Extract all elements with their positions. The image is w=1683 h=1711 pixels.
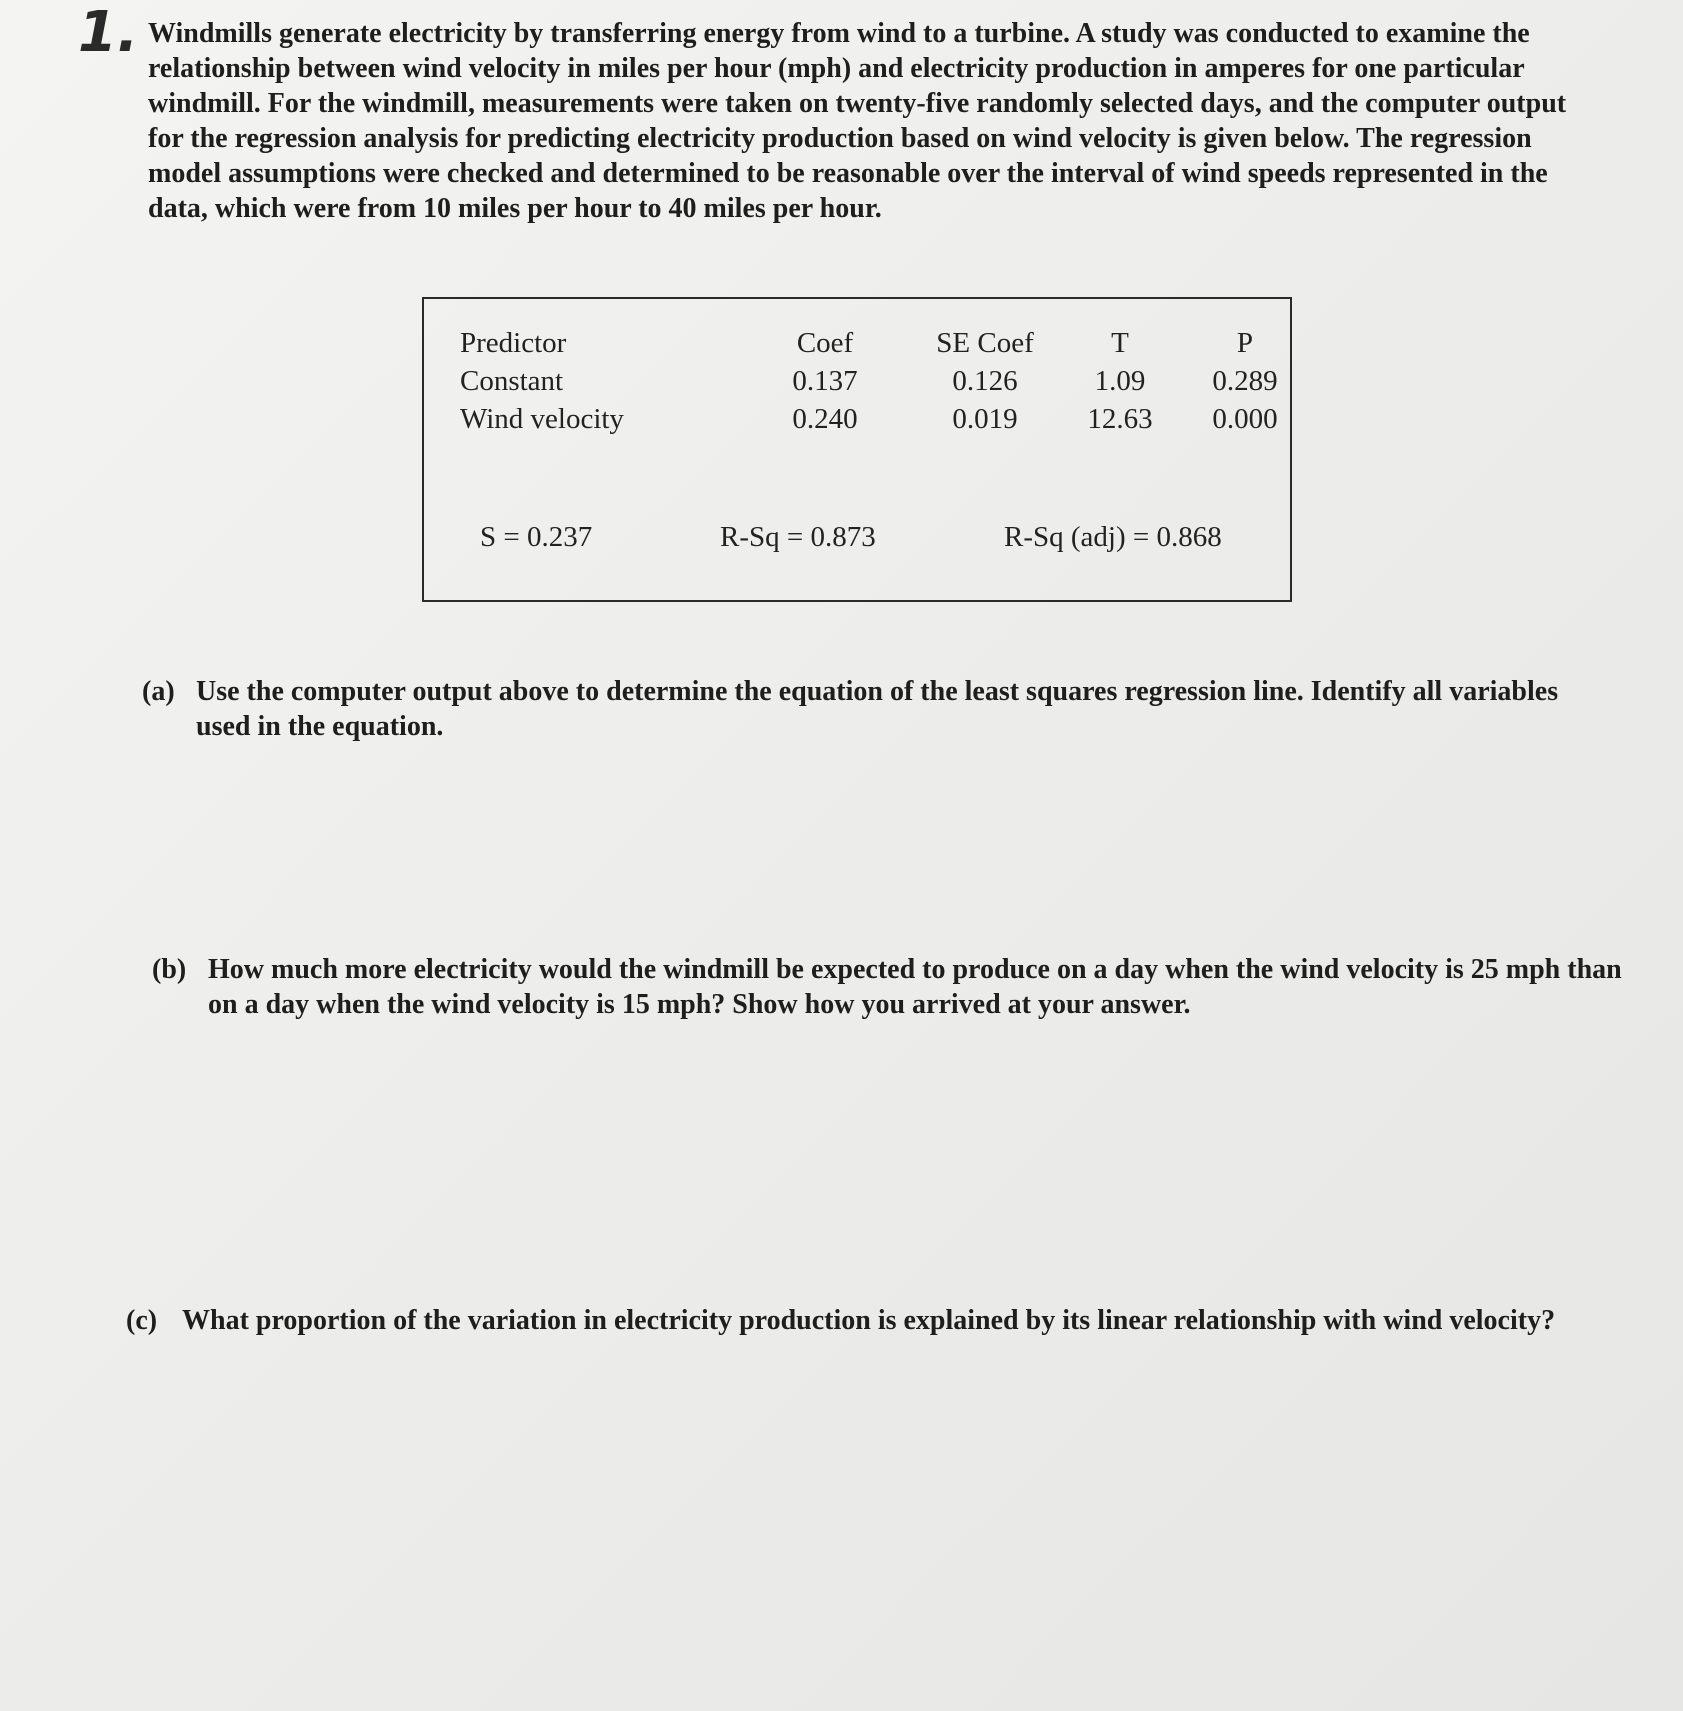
coef-value: 0.137 xyxy=(792,365,858,397)
se-coef-value: 0.126 xyxy=(952,365,1018,397)
se-coef-value: 0.019 xyxy=(952,403,1018,435)
regression-output-table xyxy=(422,297,1292,602)
p-value: 0.000 xyxy=(1212,403,1278,435)
header-se-coef: SE Coef xyxy=(936,327,1034,359)
part-a-label: (a) xyxy=(142,676,175,707)
part-c-label: (c) xyxy=(126,1305,158,1336)
question-number: 1. xyxy=(78,0,139,65)
part-a-text: Use the computer output above to determine the equation of the least squares regression line. Identify all variables used in the equation. xyxy=(196,676,1559,742)
part-b-text: How much more electricity would the windmill be expected to produce on a day when the wind velocity is 25 mph than on a day when the wind velocity is 15 mph? Show how you arrived at your answer. xyxy=(208,954,1622,1020)
part-c xyxy=(126,1303,1596,1338)
predictor-name: Wind velocity xyxy=(460,403,624,435)
header-predictor: Predictor xyxy=(460,327,567,359)
header-t: T xyxy=(1111,327,1129,359)
coef-value: 0.240 xyxy=(792,403,858,435)
t-value: 12.63 xyxy=(1087,403,1153,435)
r-sq-statistic: R-Sq = 0.873 xyxy=(720,521,876,553)
t-value: 1.09 xyxy=(1094,365,1146,397)
part-a xyxy=(142,674,1582,744)
question-intro: Windmills generate electricity by transferring energy from wind to a turbine. A study was conducted to examine the relationship between wind velocity in miles per hour (mph) and electricity production in amperes for one particular windmill. For the windmill, measurements were taken on twenty-five randomly selected days, and the computer output for the regression analysis for predicting electricity production based on wind velocity is given below. The regression model assumptions were checked and determined to be reasonable over the interval of wind speeds represented in the data, which were from 10 miles per hour to 40 miles per hour. xyxy=(148,18,1567,224)
part-c-text: What proportion of the variation in electricity production is explained by its linear relationship with wind velocity? xyxy=(182,1305,1556,1336)
part-b-label: (b) xyxy=(152,954,187,985)
header-coef: Coef xyxy=(796,327,854,359)
r-sq-adj-statistic: R-Sq (adj) = 0.868 xyxy=(1004,521,1222,553)
header-p: P xyxy=(1236,327,1254,359)
predictor-name: Constant xyxy=(460,365,564,397)
part-b xyxy=(152,952,1622,1022)
s-statistic: S = 0.237 xyxy=(480,521,593,553)
p-value: 0.289 xyxy=(1212,365,1278,397)
